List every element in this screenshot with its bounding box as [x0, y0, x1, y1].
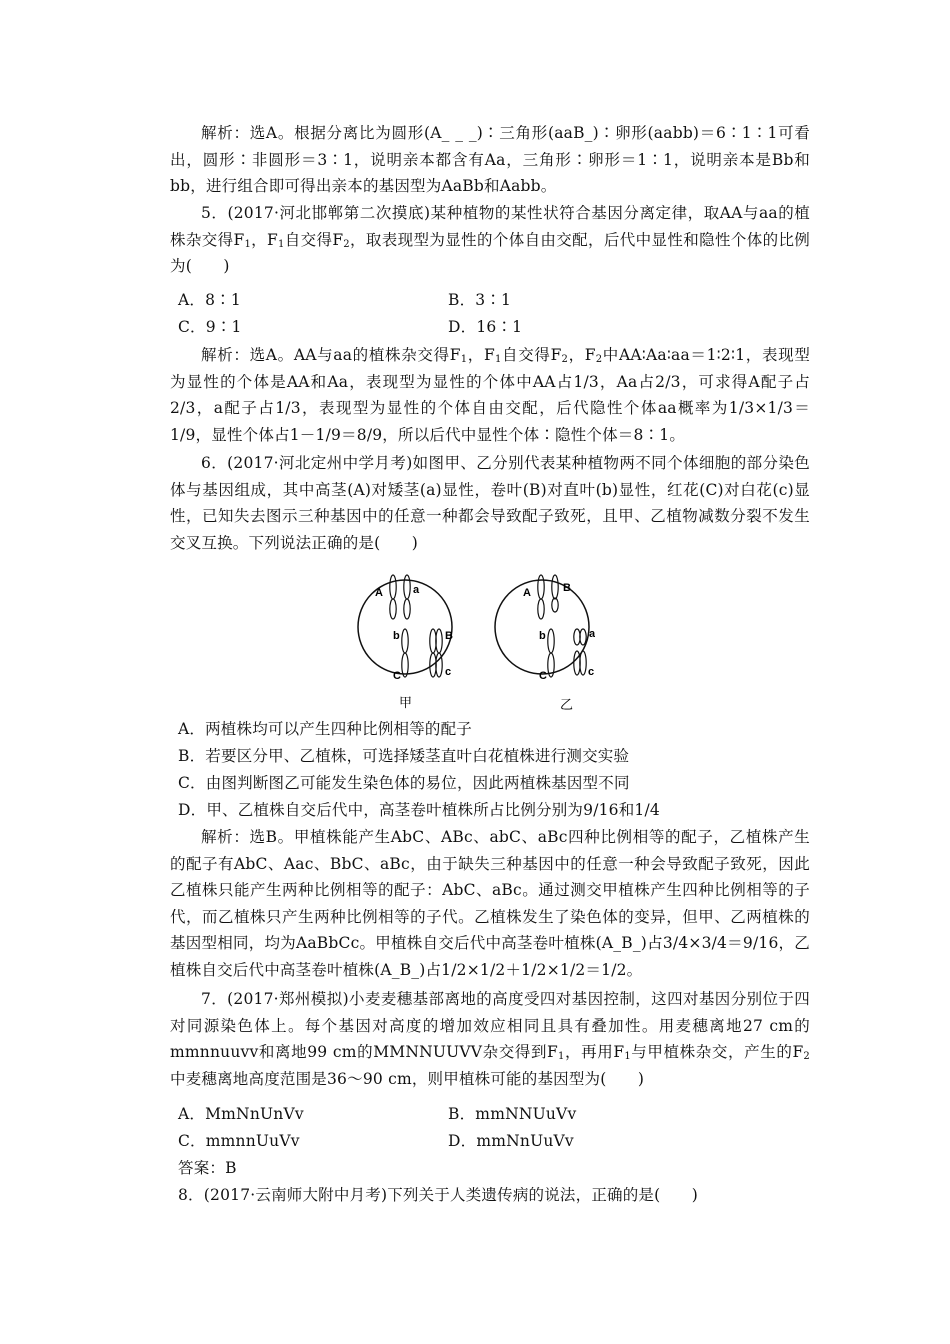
gene-label-b2: b — [539, 630, 546, 642]
gene-label-b: b — [393, 630, 400, 642]
gene-label-c: c — [445, 666, 452, 678]
q7-option-a: A．MmNnUnVv — [178, 1105, 304, 1123]
analysis-q6: 解析：选B。甲植株能产生AbC、ABc、abC、aBc四种比例相等的配子，乙植株产生的配子有AbC、Aac、BbC、aBc，由于缺失三种基因中的任意一种会导致配子致死，因此乙植株只能产生两种比例相等的配子：AbC、aBc。通过测交甲植株产生四种比例相等的子代，而乙植株只产生两种比例相等的子代。乙植株发生了染色体的变异，但甲、乙两植株的基因型相同，均为AaBbCc。甲植株自交后代中高茎卷叶植株(A_B_)占3/4×3/4＝9/16，乙植株自交后代中高茎卷叶植株(A_B_)占1/2×1/2＋1/2×1/2＝1/2。 — [170, 828, 810, 979]
gene-label-a: a — [413, 584, 420, 596]
cell-yi-membrane — [495, 580, 589, 674]
answer-q7: 答案：B — [178, 1159, 237, 1177]
gene-label-c2: c — [588, 666, 595, 678]
gene-label-A2: A — [523, 587, 531, 599]
q5-option-d: D．16∶1 — [448, 318, 523, 336]
q5-option-c: C．9∶1 — [178, 318, 242, 336]
q6-option-b: B．若要区分甲、乙植株，可选择矮茎直叶白花植株进行测交实验 — [178, 747, 630, 765]
question-8-stem: 8．(2017·云南师大附中月考)下列关于人类遗传病的说法，正确的是( ) — [178, 1186, 699, 1204]
gene-label-a2: a — [589, 628, 595, 640]
analysis-q5: 解析：选A。AA与aa的植株杂交得$F_1$，$F_1$自交得$F_2$，$F_2$中AA∶Aa∶aa＝1∶2∶1，表现型为显性的个体是AA和Aa，表现型为显性的个体中AA占1/3，Aa占2/3，可求得A配子占2/3，a配子占1/3，表现型为显性的个体自由交配，后代隐性个体aa概率为1/3×1/3＝1/9，显性个体占1－1/9＝8/9，所以后代中显性个体∶隐性个体＝8∶1。 — [170, 346, 811, 444]
gene-label-A: A — [375, 587, 383, 599]
question-7-stem: 7．(2017·郑州模拟)小麦麦穗基部离地的高度受四对基因控制，这四对基因分别位于四对同源染色体上。每个基因对高度的增加效应相同且具有叠加性。用麦穗离地27 cm的mmnnuuvv和离地99 cm的MMNNUUVV杂交得到$F_1$，再用$F_1$与甲植株杂交，产生的$F_2$中麦穗离地高度范围是36～90 cm，则甲植株可能的基因型为( ) — [170, 990, 810, 1088]
cell-jia-label: 甲 — [399, 696, 413, 711]
question-5-stem: 5．(2017·河北邯郸第二次摸底)某种植物的某性状符合基因分离定律，取AA与aa的植株杂交得$F_1$，$F_1$自交得$F_2$，取表现型为显性的个体自由交配，后代中显性和隐性个体的比例为( ) — [170, 204, 811, 275]
q7-option-b: B．mmNNUuVv — [448, 1105, 577, 1123]
q6-option-a: A．两植株均可以产生四种比例相等的配子 — [178, 720, 472, 738]
gene-label-C: C — [393, 670, 401, 682]
gene-label-B: B — [445, 630, 453, 642]
q7-option-c: C．mmnnUuVv — [178, 1132, 300, 1150]
question-6-stem: 6．(2017·河北定州中学月考)如图甲、乙分别代表某种植物两不同个体细胞的部分染色体与基因组成，其中高茎(A)对矮茎(a)显性，卷叶(B)对直叶(b)显性，红花(C)对白花(c)显性，已知失去图示三种基因中的任意一种都会导致配子致死，且甲、乙植物减数分裂不发生交叉互换。下列说法正确的是( ) — [170, 454, 810, 552]
analysis-q4: 解析：选A。根据分离比为圆形(A_ _ _)∶三角形(aaB_)∶卵形(aabb)＝6∶1∶1可看出，圆形∶非圆形＝3∶1，说明亲本都含有Aa，三角形∶卵形＝1∶1，说明亲本是Bb和bb，进行组合即可得出亲本的基因型为AaBb和Aabb。 — [170, 124, 810, 195]
cell-yi-label: 乙 — [560, 698, 574, 713]
gene-label-C2: C — [539, 670, 547, 682]
q7-option-d: D．mmNnUuVv — [448, 1132, 574, 1150]
cell-jia — [358, 575, 453, 711]
q6-option-c: C．由图判断图乙可能发生染色体的易位，因此两植株基因型不同 — [178, 774, 630, 792]
q6-option-d: D．甲、乙植株自交后代中，高茎卷叶植株所占比例分别为9/16和1/4 — [178, 801, 660, 819]
chromosome-figure — [355, 567, 595, 717]
gene-label-B2: B — [563, 582, 571, 594]
cell-yi — [495, 575, 595, 713]
q5-option-a: A．8∶1 — [178, 291, 241, 309]
q5-option-b: B．3∶1 — [448, 291, 512, 309]
